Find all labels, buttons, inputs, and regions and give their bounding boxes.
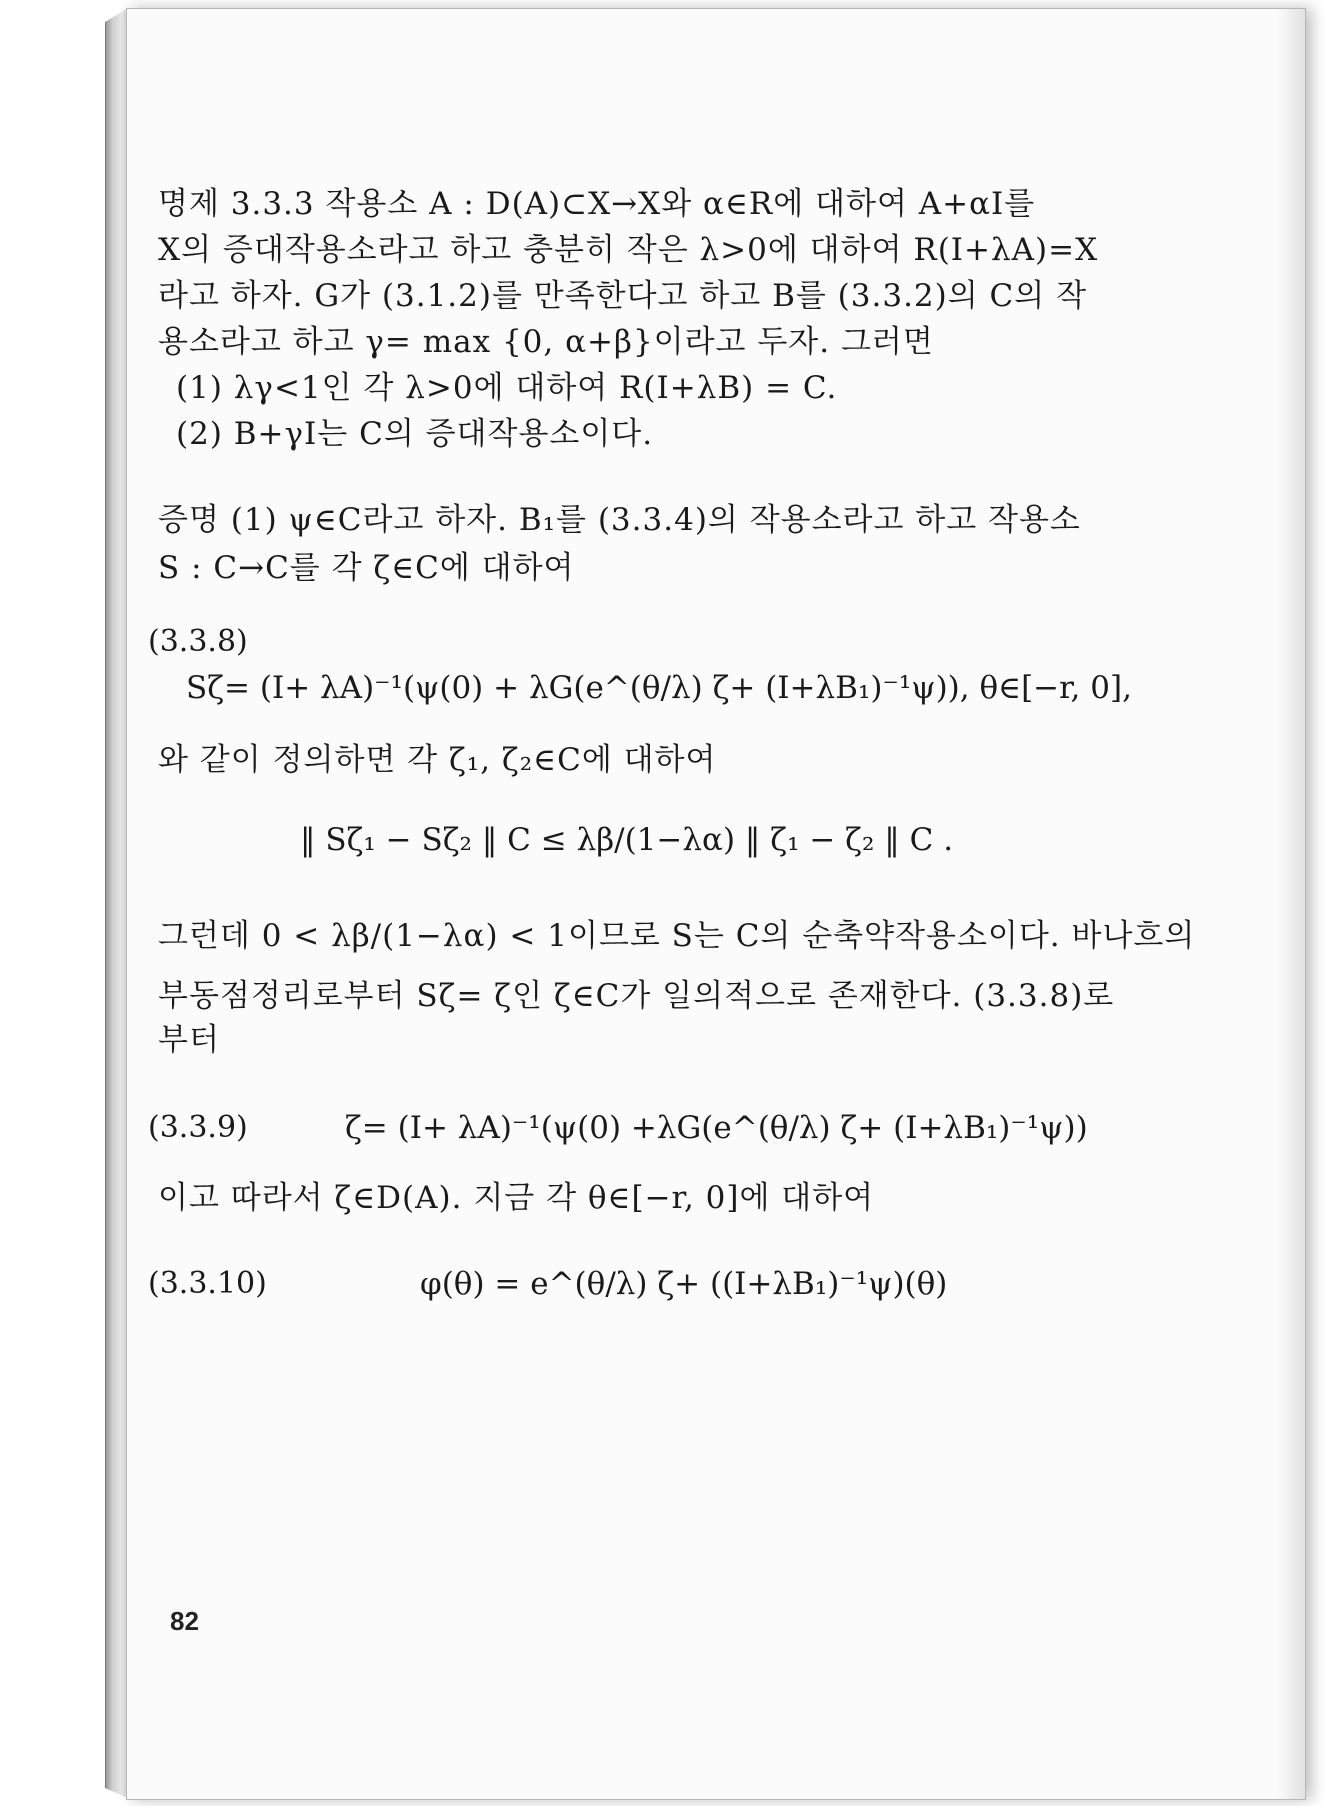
contraction-inequality: ‖ Sζ₁ − Sζ₂ ‖ C ≤ λβ/(1−λα) ‖ ζ₁ − ζ₂ ‖ C . [300,822,954,858]
proof-line-1: 증명 (1) ψ∈C라고 하자. B₁를 (3.3.4)의 작용소라고 하고 작용소 [158,502,1081,538]
page-number: 82 [170,1606,199,1636]
equation-label-3-3-10: (3.3.10) [148,1266,267,1301]
equation-label-3-3-9: (3.3.9) [148,1110,248,1145]
proposition-line-2: X의 증대작용소라고 하고 충분히 작은 λ>0에 대하여 R(I+λA)=X [158,232,1099,268]
proposition-line-3: 라고 하자. G가 (3.1.2)를 만족한다고 하고 B를 (3.3.2)의 C의 작 [158,278,1088,314]
equation-3-3-10: φ(θ) = e^(θ/λ) ζ+ ((I+λB₁)⁻¹ψ)(θ) [420,1266,948,1302]
equation-label-3-3-8: (3.3.8) [148,624,248,659]
proof-line-3: 와 같이 정의하면 각 ζ₁, ζ₂∈C에 대하여 [158,742,717,778]
proof-line-7: 이고 따라서 ζ∈D(A). 지금 각 θ∈[−r, 0]에 대하여 [158,1180,875,1216]
proposition-line-4: 용소라고 하고 γ= max {0, α+β}이라고 두자. 그러면 [158,324,934,360]
proof-line-5: 부동점정리로부터 Sζ= ζ인 ζ∈C가 일의적으로 존재한다. (3.3.8)로 [158,978,1115,1014]
proposition-line-1: 명제 3.3.3 작용소 A : D(A)⊂X→X와 α∈R에 대하여 A+αI를 [158,186,1036,222]
book-spine-edge [105,8,128,1798]
proof-line-4: 그런데 0 < λβ/(1−λα) < 1이므로 S는 C의 순축약작용소이다. 바나흐의 [158,918,1196,954]
equation-3-3-9: ζ= (I+ λA)⁻¹(ψ(0) +λG(e^(θ/λ) ζ+ (I+λB₁)⁻¹ψ)) [345,1110,1088,1146]
proof-line-6: 부터 [158,1022,220,1058]
proof-line-2: S : C→C를 각 ζ∈C에 대하여 [158,550,575,586]
proposition-item-2: (2) B+γI는 C의 증대작용소이다. [176,416,654,452]
equation-3-3-8: Sζ= (I+ λA)⁻¹(ψ(0) + λG(e^(θ/λ) ζ+ (I+λB₁)⁻¹ψ)), θ∈[−r, 0], [186,670,1132,706]
proposition-item-1: (1) λγ<1인 각 λ>0에 대하여 R(I+λB) = C. [176,370,838,406]
